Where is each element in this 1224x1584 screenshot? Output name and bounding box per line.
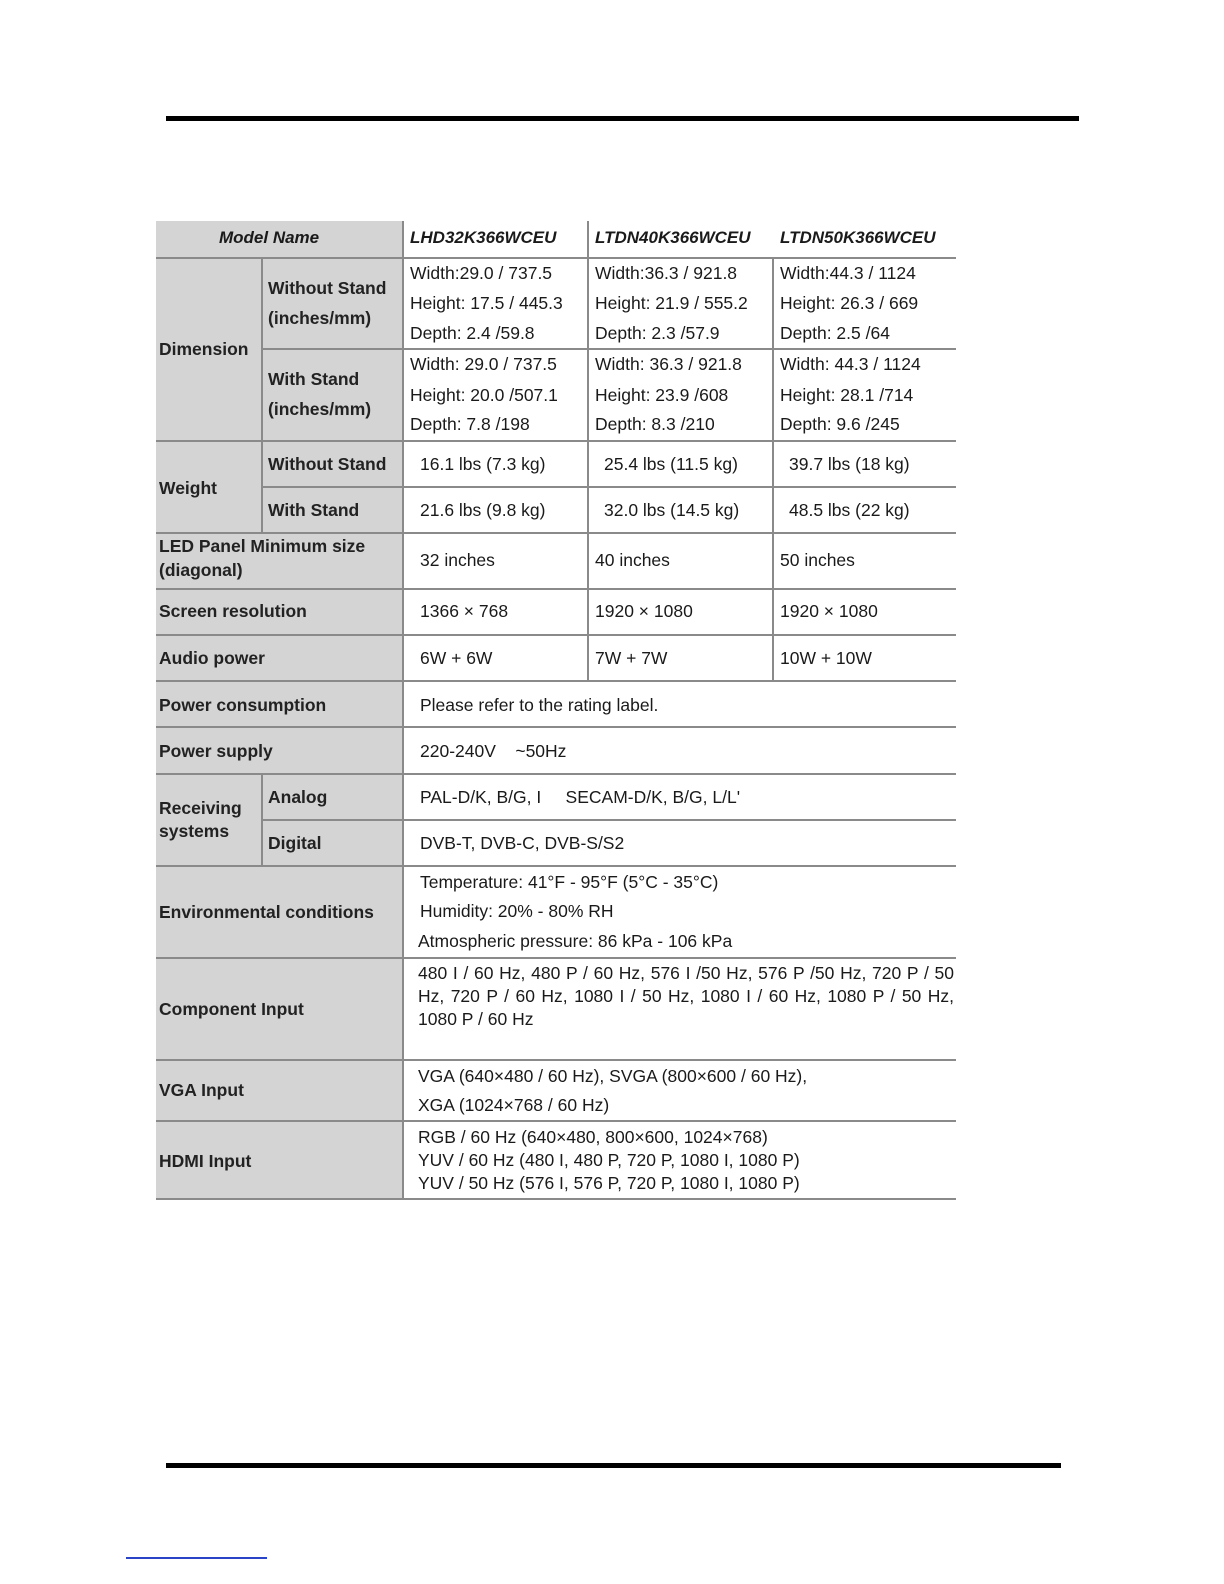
row-divider xyxy=(156,440,956,442)
weight-without-stand-label: Without Stand xyxy=(268,454,387,474)
dimension-without-stand-label: Without Stand xyxy=(268,278,387,298)
weight-with-stand-label: With Stand xyxy=(268,500,360,520)
row-divider xyxy=(156,1198,956,1200)
model-3-with-stand-depth: Depth: 9.6 /245 xyxy=(780,414,900,434)
vga-input-line-1: VGA (640×480 / 60 Hz), SVGA (800×600 / 60 Hz), xyxy=(418,1066,808,1086)
model-3-weight-with-stand: 48.5 lbs (22 kg) xyxy=(789,500,910,520)
row-divider xyxy=(262,486,956,488)
environmental-humidity: Humidity: 20% - 80% RH xyxy=(420,901,614,921)
screen-resolution-label: Screen resolution xyxy=(159,601,307,621)
model-3-with-stand-height: Height: 28.1 /714 xyxy=(780,385,914,405)
model-2-without-stand-depth: Depth: 2.3 /57.9 xyxy=(595,323,720,343)
model-2-weight-with-stand: 32.0 lbs (14.5 kg) xyxy=(604,500,740,520)
row-divider xyxy=(156,957,956,959)
audio-power-label: Audio power xyxy=(159,648,265,668)
model-1-with-stand-depth: Depth: 7.8 /198 xyxy=(410,414,530,434)
model-1-with-stand-width: Width: 29.0 / 737.5 xyxy=(410,354,557,374)
led-panel-label: LED Panel Minimum size xyxy=(159,536,366,556)
column-divider xyxy=(402,221,404,1200)
dimension-without-stand-unit: (inches/mm) xyxy=(268,308,372,328)
power-consumption-label: Power consumption xyxy=(159,695,327,715)
model-2-with-stand-width: Width: 36.3 / 921.8 xyxy=(595,354,742,374)
footer-rule xyxy=(166,1463,1061,1468)
footer-link-underline[interactable] xyxy=(126,1557,267,1559)
model-1-without-stand-width: Width:29.0 / 737.5 xyxy=(410,263,553,283)
row-divider xyxy=(156,257,956,259)
vga-input-line-2: XGA (1024×768 / 60 Hz) xyxy=(418,1095,610,1115)
row-divider xyxy=(156,1120,956,1122)
model-2-audio-power: 7W + 7W xyxy=(595,648,668,668)
row-divider xyxy=(156,588,956,590)
receiving-systems-label-2: systems xyxy=(159,821,230,841)
environmental-pressure: Atmospheric pressure: 86 kPa - 106 kPa xyxy=(418,931,733,951)
row-divider xyxy=(156,634,956,636)
power-supply-label: Power supply xyxy=(159,741,273,761)
row-divider xyxy=(156,726,956,728)
model-name-label: Model Name xyxy=(219,228,320,247)
model-2-header: LTDN40K366WCEU xyxy=(595,228,751,247)
column-divider xyxy=(261,775,263,867)
column-divider xyxy=(587,221,589,682)
model-2-with-stand-depth: Depth: 8.3 /210 xyxy=(595,414,715,434)
model-1-weight-without-stand: 16.1 lbs (7.3 kg) xyxy=(420,454,546,474)
model-name-label-cell xyxy=(156,221,403,258)
power-supply-value: 220-240V ~50Hz xyxy=(420,741,567,761)
model-1-without-stand-depth: Depth: 2.4 /59.8 xyxy=(410,323,535,343)
environmental-label: Environmental conditions xyxy=(159,902,374,922)
hdmi-input-line-2: YUV / 60 Hz (480 I, 480 P, 720 P, 1080 I, 1080 P) xyxy=(418,1150,800,1170)
row-divider xyxy=(156,773,956,775)
model-2-without-stand-width: Width:36.3 / 921.8 xyxy=(595,263,738,283)
vga-input-label: VGA Input xyxy=(159,1080,244,1100)
dimension-with-stand-unit: (inches/mm) xyxy=(268,399,372,419)
model-3-without-stand-width: Width:44.3 / 1124 xyxy=(780,263,916,283)
model-1-weight-with-stand: 21.6 lbs (9.8 kg) xyxy=(420,500,546,520)
row-divider xyxy=(156,865,956,867)
row-divider xyxy=(262,348,956,350)
model-1-without-stand-height: Height: 17.5 / 445.3 xyxy=(410,293,563,313)
row-divider xyxy=(156,1059,956,1061)
model-2-with-stand-height: Height: 23.9 /608 xyxy=(595,385,729,405)
receiving-systems-label: Receiving xyxy=(159,798,242,818)
analog-label: Analog xyxy=(268,787,328,807)
model-3-weight-without-stand: 39.7 lbs (18 kg) xyxy=(789,454,910,474)
model-3-header: LTDN50K366WCEU xyxy=(780,228,936,247)
hdmi-input-line-3: YUV / 50 Hz (576 I, 576 P, 720 P, 1080 I, 1080 P) xyxy=(418,1173,800,1193)
model-3-audio-power: 10W + 10W xyxy=(780,648,872,668)
model-1-header: LHD32K366WCEU xyxy=(410,228,557,247)
weight-label: Weight xyxy=(159,478,218,498)
model-1-with-stand-height: Height: 20.0 /507.1 xyxy=(410,385,558,405)
model-1-screen-resolution: 1366 × 768 xyxy=(420,601,509,621)
hdmi-input-label: HDMI Input xyxy=(159,1151,252,1171)
model-2-screen-resolution: 1920 × 1080 xyxy=(595,601,693,621)
digital-value: DVB-T, DVB-C, DVB-S/S2 xyxy=(420,833,625,853)
row-divider xyxy=(262,819,956,821)
power-consumption-value: Please refer to the rating label. xyxy=(420,695,659,715)
model-3-without-stand-depth: Depth: 2.5 /64 xyxy=(780,323,890,343)
column-divider xyxy=(261,258,263,534)
model-3-led-panel-size: 50 inches xyxy=(780,550,855,570)
component-input-value: 480 I / 60 Hz, 480 P / 60 Hz, 576 I /50 Hz, 576 P /50 Hz, 720 P / 50 Hz, 720 P / 60 Hz, 1080 I / 50 Hz, 1080 I / 60 Hz, 1080 P / 50 Hz, 1080 P / 60 Hz xyxy=(418,963,954,1029)
dimension-label: Dimension xyxy=(159,339,249,359)
model-3-screen-resolution: 1920 × 1080 xyxy=(780,601,878,621)
header-rule xyxy=(166,116,1079,121)
model-1-audio-power: 6W + 6W xyxy=(420,648,493,668)
hdmi-input-line-1: RGB / 60 Hz (640×480, 800×600, 1024×768) xyxy=(418,1127,768,1147)
analog-value: PAL-D/K, B/G, I SECAM-D/K, B/G, L/L' xyxy=(420,787,741,807)
model-2-led-panel-size: 40 inches xyxy=(595,550,670,570)
row-divider xyxy=(156,680,956,682)
model-3-without-stand-height: Height: 26.3 / 669 xyxy=(780,293,919,313)
model-3-with-stand-width: Width: 44.3 / 1124 xyxy=(780,354,921,374)
dimension-with-stand-label: With Stand xyxy=(268,369,360,389)
component-input-label: Component Input xyxy=(159,999,304,1019)
row-divider xyxy=(156,532,956,534)
led-panel-diagonal-label: (diagonal) xyxy=(159,560,243,580)
model-1-led-panel-size: 32 inches xyxy=(420,550,495,570)
model-2-weight-without-stand: 25.4 lbs (11.5 kg) xyxy=(604,454,738,474)
digital-label: Digital xyxy=(268,833,322,853)
model-2-without-stand-height: Height: 21.9 / 555.2 xyxy=(595,293,748,313)
environmental-temperature: Temperature: 41°F - 95°F (5°C - 35°C) xyxy=(420,872,719,892)
column-divider xyxy=(772,258,774,682)
